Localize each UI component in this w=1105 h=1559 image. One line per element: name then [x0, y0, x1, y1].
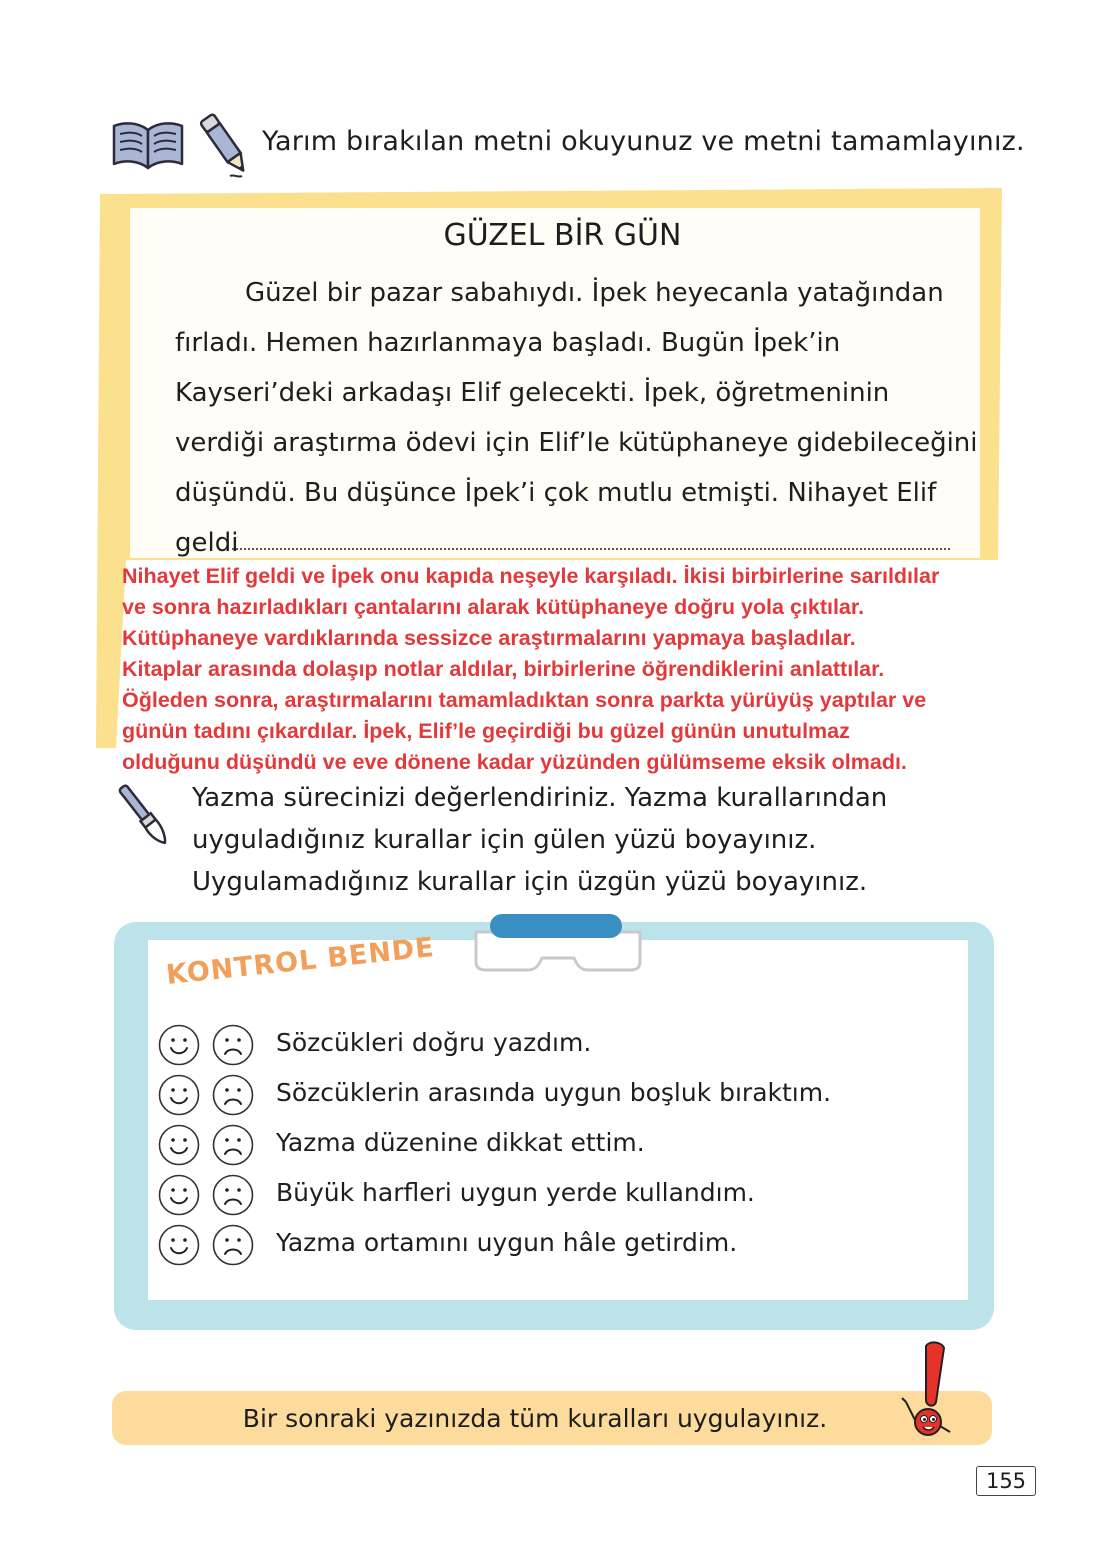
- evaluation-line: Yazma sürecinizi değerlendiriniz. Yazma kurallarından: [192, 783, 888, 813]
- answer-line: olduğunu düşündü ve eve dönene kadar yüzünden gülümseme eksik olmadı.: [122, 750, 907, 774]
- story-line: geldi: [175, 528, 239, 558]
- instruction-text: Yarım bırakılan metni okuyunuz ve metni tamamlayınız.: [262, 126, 1025, 157]
- happy-face-icon[interactable]: [158, 1224, 200, 1266]
- answer-line: Nihayet Elif geldi ve İpek onu kapıda neşeyle karşıladı. İkisi birbirlerine sarıldılar: [122, 564, 940, 588]
- answer-line: günün tadını çıkardılar. İpek, Elif’le geçirdiği bu güzel günün unutulmaz: [122, 719, 850, 743]
- happy-face-icon[interactable]: [158, 1074, 200, 1116]
- story-line: Güzel bir pazar sabahıydı. İpek heyecanla yatağından: [245, 278, 944, 308]
- evaluation-line: Uygulamadığınız kurallar için üzgün yüzü boyayınız.: [192, 867, 868, 897]
- checklist-item: Sözcüklerin arasında uygun boşluk bıraktım.: [276, 1078, 832, 1107]
- evaluation-line: uyguladığınız kurallar için gülen yüzü boyayınız.: [192, 825, 817, 855]
- sad-face-icon[interactable]: [212, 1174, 254, 1216]
- happy-face-icon[interactable]: [158, 1024, 200, 1066]
- answer-line: Kitaplar arasında dolaşıp notlar aldılar, birbirlerine öğrendiklerini anlattılar.: [122, 657, 885, 681]
- checklist-title: KONTROL BENDE: [164, 931, 437, 991]
- checklist-item: Yazma ortamını uygun hâle getirdim.: [276, 1228, 738, 1257]
- story-title: GÜZEL BİR GÜN: [443, 218, 682, 253]
- answer-line: Öğleden sonra, araştırmalarını tamamladıktan sonra parkta yürüyüş yaptılar ve: [122, 688, 927, 712]
- story-line: Kayseri’deki arkadaşı Elif gelecekti. İpek, öğretmeninin: [175, 378, 890, 408]
- checklist-item: Sözcükleri doğru yazdım.: [276, 1028, 592, 1057]
- exclamation-mascot-icon: [896, 1340, 966, 1440]
- story-line: verdiği araştırma ödevi için Elif’le kütüphaneye gidebileceğini: [175, 428, 978, 458]
- story-line: düşündü. Bu düşünce İpek’i çok mutlu etmişti. Nihayet Elif: [175, 478, 937, 508]
- reminder-text: Bir sonraki yazınızda tüm kuralları uygulayınız.: [242, 1404, 828, 1433]
- answer-line: ve sonra hazırladıkları çantalarını alarak kütüphaneye doğru yola çıktılar.: [122, 595, 865, 619]
- happy-face-icon[interactable]: [158, 1124, 200, 1166]
- open-book-icon: [110, 118, 186, 170]
- story-line: fırladı. Hemen hazırlanmaya başladı. Bugün İpek’in: [175, 328, 841, 358]
- sad-face-icon[interactable]: [212, 1024, 254, 1066]
- pencil-icon: [200, 110, 252, 182]
- sad-face-icon[interactable]: [212, 1124, 254, 1166]
- happy-face-icon[interactable]: [158, 1174, 200, 1216]
- page-number: 155: [985, 1469, 1027, 1493]
- sad-face-icon[interactable]: [212, 1224, 254, 1266]
- answer-dotted-line[interactable]: [232, 548, 950, 550]
- checklist-item: Yazma düzenine dikkat ettim.: [276, 1128, 645, 1157]
- sad-face-icon[interactable]: [212, 1074, 254, 1116]
- paintbrush-icon: [112, 780, 176, 852]
- checklist-item: Büyük harfleri uygun yerde kullandım.: [276, 1178, 755, 1207]
- answer-line: Kütüphaneye vardıklarında sessizce araştırmalarını yapmaya başladılar.: [122, 626, 856, 650]
- clip-bar: [490, 914, 622, 938]
